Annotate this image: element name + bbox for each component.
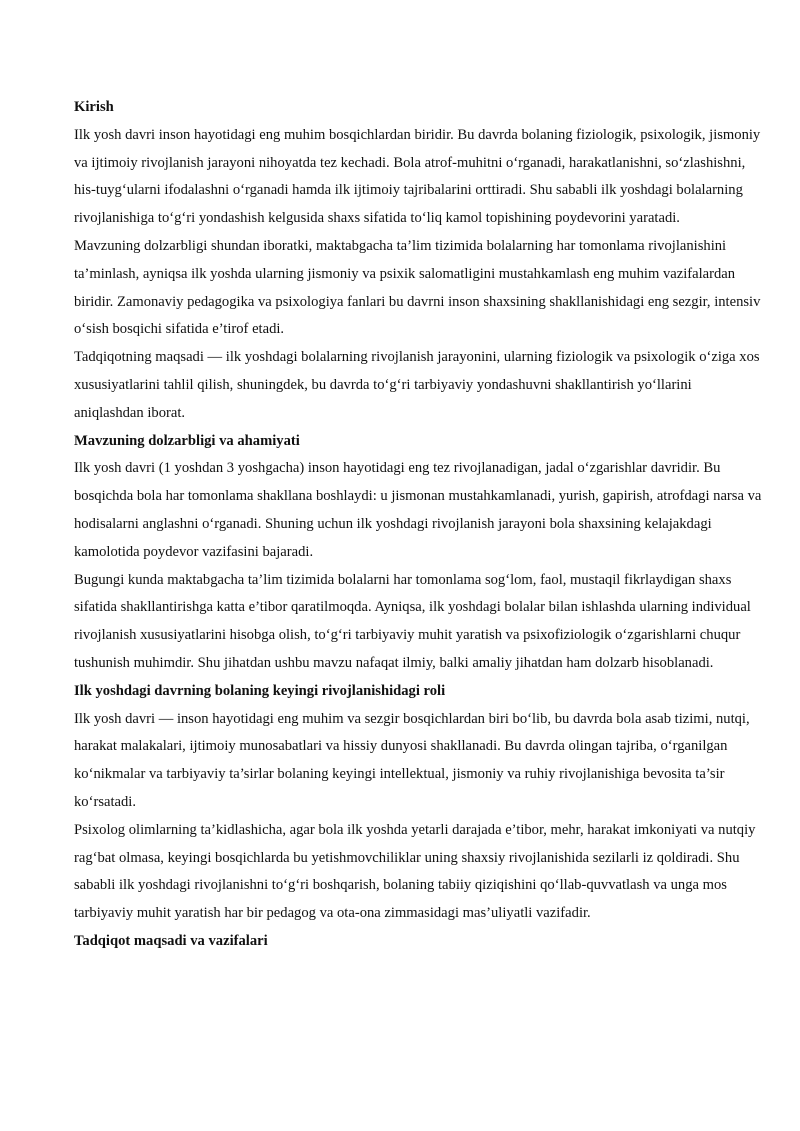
paragraph: Ilk yosh davri (1 yoshdan 3 yoshgacha) inson hayotidagi eng tez rivojlanadigan, jadal o‘zgarishlar davridir. Bu bosqichda bola har tomonlama shakllana boshlaydi: u jismonan mustahkamlanadi, yurish, gapirish, atrofdagi narsa va hodisalarni anglashni o‘rganadi. Shuning uchun ilk yoshdagi rivojlanish jarayoni bola shaxsining kelajakdagi kamolotida poydevor vazifasini bajaradi. <box>74 460 762 560</box>
paragraph: Tadqiqotning maqsadi — ilk yoshdagi bolalarning rivojlanish jarayonini, ularning fiziologik va psixologik o‘ziga xos xususiyatlarini tahlil qilish, shuningdek, bu davrda to‘g‘ri tarbiyaviy yondashuvni shakllantirish yo‘llarini aniqlashdan iborat. <box>74 349 760 421</box>
paragraph: Bugungi kunda maktabgacha ta’lim tizimida bolalarni har tomonlama sog‘lom, faol, mustaqil fikrlaydigan shaxs sifatida shakllantirishga katta e’tibor qaratilmoqda. Ayniqsa, ilk yoshdagi bolalar bilan ishlashda ularning individual rivojlanish xususiyatlarini hisobga olish, to‘g‘ri tarbiyaviy muhit yaratish va psixofiziologik o‘zgarishlarni chuqur tushunish muhimdir. Shu jihatdan ushbu mavzu nafaqat ilmiy, balki amaliy jihatdan ham dolzarb hisoblanadi. <box>74 571 751 671</box>
section-heading-kirish: Kirish <box>74 99 114 115</box>
paragraph: Psixolog olimlarning ta’kidlashicha, agar bola ilk yoshda yetarli darajada e’tibor, mehr, harakat imkoniyati va nutqiy rag‘bat olmasa, keyingi bosqichlarda bu yetishmovchiliklar uning shaxsiy rivojlanishida sezilarli iz qoldiradi. Shu sababli ilk yoshdagi rivojlanishni to‘g‘ri boshqarish, bolaning tabiiy qiziqishini qo‘llab-quvvatlash va unga mos tarbiyaviy muhit yaratish har bir pedagog va ota-ona zimmasidagi mas’uliyatli vazifadir. <box>74 821 756 922</box>
paragraph: Ilk yosh davri inson hayotidagi eng muhim bosqichlardan biridir. Bu davrda bolaning fiziologik, psixologik, jismoniy va ijtimoiy rivojlanish jarayoni nihoyatda tez kechadi. Bola atrof-muhitni o‘rganadi, harakatlanishni, so‘zlashishni, his-tuyg‘ularni ifodalashni o‘rganadi hamda ilk ijtimoiy tajribalarini orttiradi. Shu sababli ilk yoshdagi bolalarning rivojlanishiga to‘g‘ri yondashish kelgusida shaxs sifatida to‘liq kamol topishining poydevorini yaratadi. <box>74 126 761 227</box>
paragraph: Ilk yosh davri — inson hayotidagi eng muhim va sezgir bosqichlardan biri bo‘lib, bu davrda bola asab tizimi, nutqi, harakat malakalari, ijtimoiy munosabatlari va hissiy dunyosi shakllanadi. Bu davrda olingan tajriba, o‘rganilgan ko‘nikmalar va tarbiyaviy ta’sirlar bolaning keyingi intellektual, jismoniy va ruhiy rivojlanishiga bevosita ta’sir ko‘rsatadi. <box>74 710 750 810</box>
section-heading-dolzarblik: Mavzuning dolzarbligi va ahamiyati <box>74 432 300 449</box>
section-heading-maqsad: Tadqiqot maqsadi va vazifalari <box>74 932 268 949</box>
paragraph: Mavzuning dolzarbligi shundan iboratki, maktabgacha ta’lim tizimida bolalarning har tomonlama rivojlanishini ta’minlash, ayniqsa ilk yoshda ularning jismoniy va psixik salomatligini mustahkamlash eng muhim vazifalardan biridir. Zamonaviy pedagogika va psixologiya fanlari bu davrni inson shaxsining shakllanishidagi eng sezgir, intensiv o‘sish bosqichi sifatida e’tirof etadi. <box>74 237 761 338</box>
section-heading-roli: Ilk yoshdagi davrning bolaning keyingi rivojlanishidagi roli <box>74 682 446 699</box>
document-page <box>74 94 764 956</box>
